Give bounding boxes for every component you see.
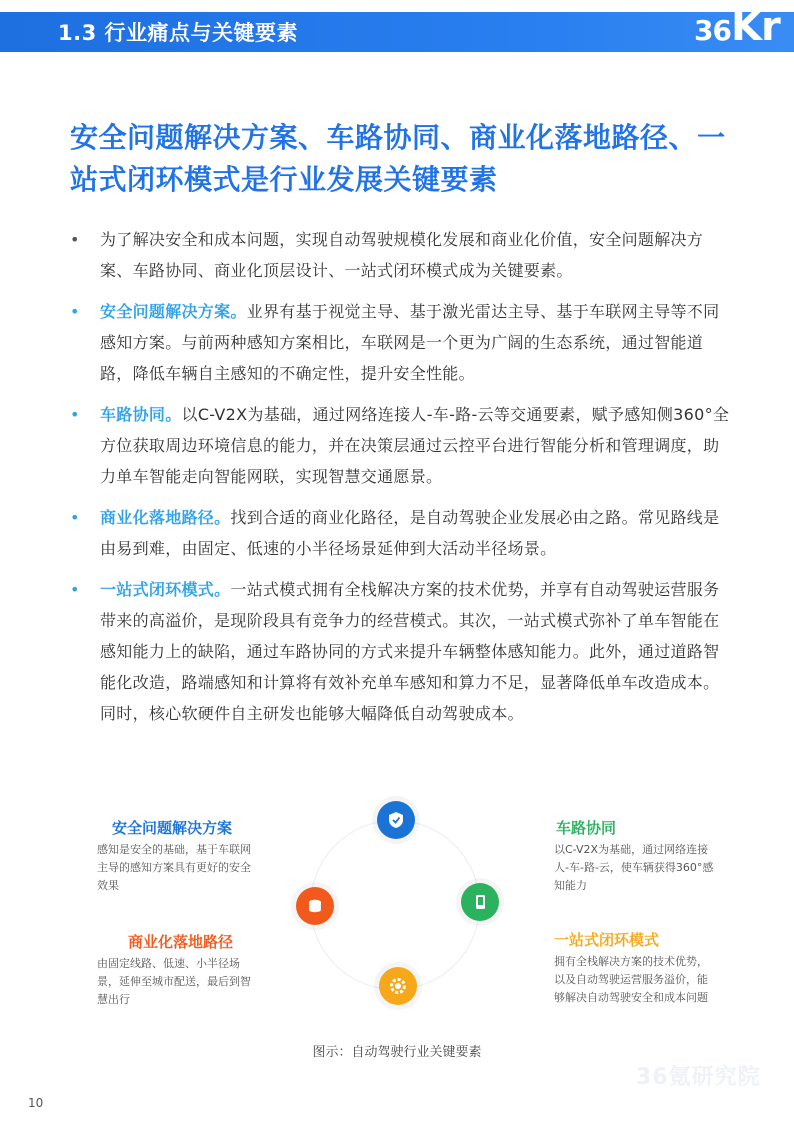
- bullet-dot-icon: •: [70, 230, 80, 249]
- bullet-item: [70, 502, 730, 564]
- key-elements-diagram: [0, 795, 794, 1065]
- watermark: 36氪研究院: [636, 1065, 761, 1090]
- bullet-dot-icon: •: [70, 405, 80, 424]
- one-desc: 拥有全栈解决方案的技术优势，以及自动驾驶运营服务溢价，能够解决自动驾驶安全和成本问题: [554, 955, 708, 1004]
- shield-icon: [386, 810, 406, 830]
- safety-node: [377, 801, 415, 839]
- bullet-key: 商业化落地路径。: [100, 508, 231, 527]
- biz-desc: 由固定线路、低速、小半径场景，延伸至城市配送，最后到智慧出行: [97, 957, 251, 1006]
- bullet-text: 以C-V2X为基础，通过网络连接人-车-路-云等交通要素，赋予感知侧360°全方位获取周边环境信息的能力，并在决策层通过云控平台进行智能分析和管理调度，助力单车智能走向智能网联，实现智慧交通愿景。: [100, 405, 730, 486]
- bullet-key: 一站式闭环模式。: [100, 580, 231, 599]
- road-title: 车路协同: [556, 819, 617, 837]
- bullet-text: 一站式模式拥有全栈解决方案的技术优势，并享有自动驾驶运营服务带来的高溢价，是现阶段具有竞争力的经营模式。其次，一站式模式弥补了单车智能在感知能力上的缺陷，通过车路协同的方式来提升车辆整体感知能力。此外，通过道路智能化改造，路端感知和计算将有效补充单车感知和算力不足，显著降低单车改造成本。同时，核心软硬件自主研发也能够大幅降低自动驾驶成本。: [100, 580, 720, 723]
- road-node: [461, 883, 499, 921]
- safety-desc: 感知是安全的基础，基于车联网主导的感知方案具有更好的安全效果: [97, 843, 251, 892]
- road-desc: 以C-V2X为基础，通过网络连接人-车-路-云，使车辆获得360°感知能力: [554, 843, 714, 892]
- bullet-item: [70, 296, 730, 389]
- page-headline: 安全问题解决方案、车路协同、商业化落地路径、一站式闭环模式是行业发展关键要素: [70, 121, 726, 196]
- bullet-dot-icon: •: [70, 508, 80, 527]
- coins-icon: [305, 896, 325, 916]
- bullet-text: 业界有基于视觉主导、基于激光雷达主导、基于车联网主导等不同感知方案。与前两种感知方案相比，车联网是一个更为广阔的生态系统，通过智能道路，降低车辆自主感知的不确定性，提升安全性能。: [100, 302, 720, 383]
- bullet-key: 安全问题解决方案。: [100, 302, 247, 321]
- one-title: 一站式闭环模式: [554, 931, 660, 949]
- phone-icon: [470, 892, 490, 912]
- bullet-item: [70, 224, 730, 286]
- bullet-key: 车路协同。: [100, 405, 182, 424]
- bullet-list: [70, 224, 730, 739]
- logo-letters: Kr: [730, 4, 780, 50]
- diagram-ring: [310, 820, 480, 990]
- bullet-text: 为了解决安全和成本问题，实现自动驾驶规模化发展和商业化价值，安全问题解决方案、车路协同、商业化顶层设计、一站式闭环模式成为关键要素。: [100, 230, 704, 280]
- logo-number: 36: [694, 14, 731, 47]
- page-number: 10: [28, 1096, 44, 1110]
- biz-node: [296, 887, 334, 925]
- bullet-text: 找到合适的商业化路径，是自动驾驶企业发展必由之路。常见路线是由易到难，由固定、低速的小半径场景延伸到大活动半径场景。: [100, 508, 720, 558]
- gear-icon: [388, 976, 408, 996]
- figure-caption: 图示：自动驾驶行业关键要素: [312, 1045, 482, 1060]
- biz-title: 商业化落地路径: [128, 933, 234, 951]
- bullet-dot-icon: •: [70, 302, 80, 321]
- bullet-item: [70, 574, 730, 729]
- section-title: 1.3 行业痛点与关键要素: [58, 21, 299, 45]
- bullet-dot-icon: •: [70, 580, 80, 599]
- brand-logo: [694, 0, 794, 54]
- bullet-item: [70, 399, 730, 492]
- safety-title: 安全问题解决方案: [112, 819, 233, 837]
- one-node: [379, 967, 417, 1005]
